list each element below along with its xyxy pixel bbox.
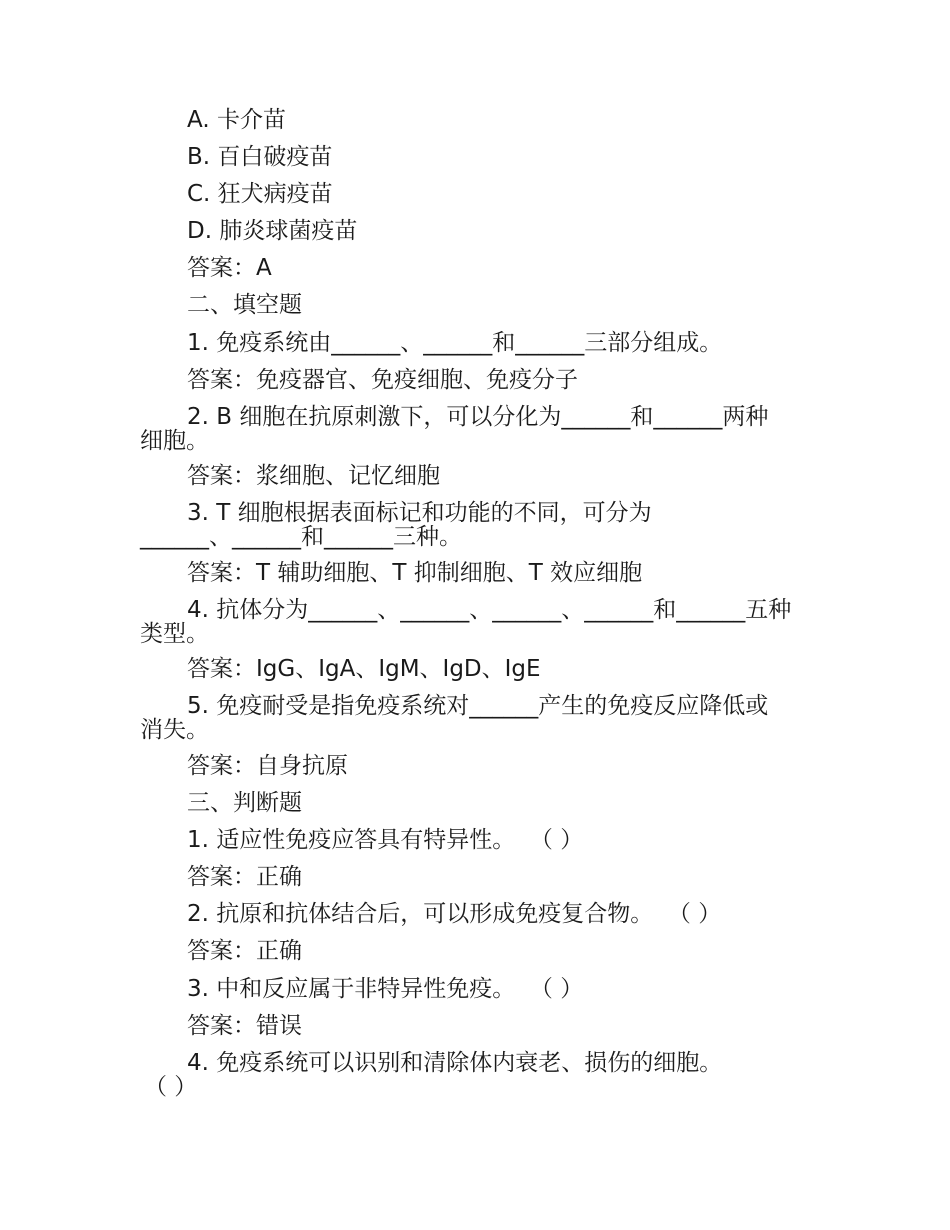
- text-line: 1. 适应性免疫应答具有特异性。 （ ）: [187, 827, 584, 853]
- text-line: 答案：正确: [187, 938, 302, 964]
- text-line: 细胞。: [140, 428, 209, 454]
- text-line: 二、填空题: [187, 292, 302, 318]
- text-line: 4. 抗体分为______、______、______、______和______五种: [187, 597, 792, 623]
- text-line: 消失。: [140, 717, 209, 743]
- text-line: 2. 抗原和抗体结合后，可以形成免疫复合物。 （ ）: [187, 901, 722, 927]
- text-line: 4. 免疫系统可以识别和清除体内衰老、损伤的细胞。: [187, 1050, 723, 1076]
- text-line: 答案：错误: [187, 1013, 302, 1039]
- text-line: 3. T 细胞根据表面标记和功能的不同，可分为: [187, 500, 652, 526]
- text-line: 答案：浆细胞、记忆细胞: [187, 463, 440, 489]
- text-line: 1. 免疫系统由______、______和______三部分组成。: [187, 330, 723, 356]
- text-line: 类型。: [140, 621, 209, 647]
- text-line: （ ）: [144, 1074, 198, 1100]
- text-line: 答案：免疫器官、免疫细胞、免疫分子: [187, 367, 578, 393]
- text-line: C. 狂犬病疫苗: [187, 181, 333, 207]
- text-line: 5. 免疫耐受是指免疫系统对______产生的免疫反应降低或: [187, 693, 769, 719]
- text-line: 3. 中和反应属于非特异性免疫。 （ ）: [187, 976, 584, 1002]
- text-line: ______、______和______三种。: [140, 524, 462, 550]
- text-line: 2. B 细胞在抗原刺激下，可以分化为______和______两种: [187, 404, 769, 430]
- text-line: 答案：自身抗原: [187, 753, 348, 779]
- text-line: 三、判断题: [187, 790, 302, 816]
- text-line: 答案：正确: [187, 864, 302, 890]
- text-line: A. 卡介苗: [187, 107, 286, 133]
- text-line: 答案：T 辅助细胞、T 抑制细胞、T 效应细胞: [187, 560, 643, 586]
- text-line: 答案：IgG、IgA、IgM、IgD、IgE: [187, 656, 541, 682]
- text-line: 答案：A: [187, 255, 272, 281]
- text-line: D. 肺炎球菌疫苗: [187, 218, 358, 244]
- text-line: B. 百白破疫苗: [187, 144, 333, 170]
